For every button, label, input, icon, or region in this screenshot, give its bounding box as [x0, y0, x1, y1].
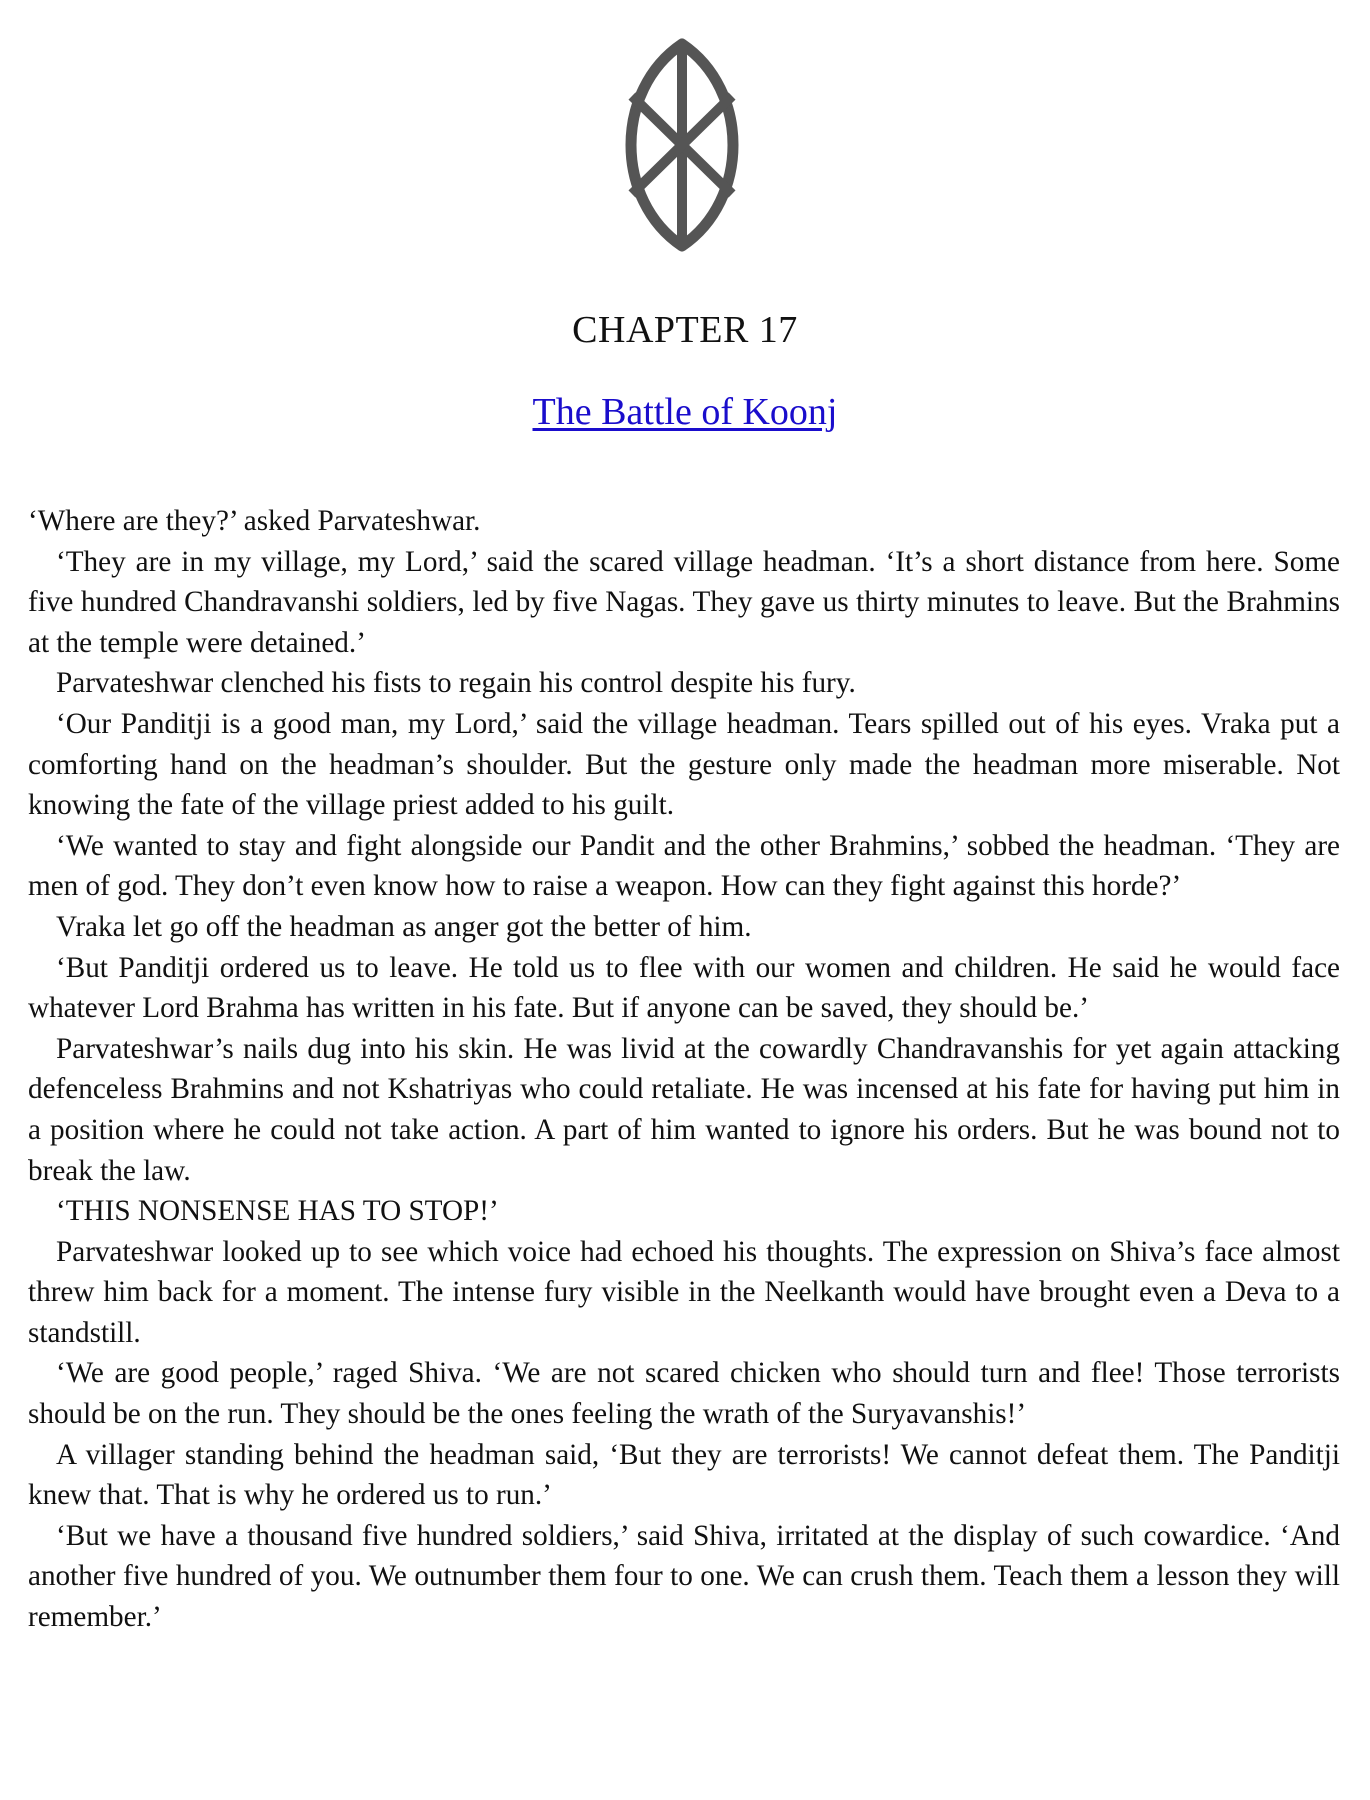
- paragraph: ‘We wanted to stay and fight alongside our Pandit and the other Brahmins,’ sobbed the headman. ‘They are men of god. They don’t even know how to raise a weapon. How can they fight against this horde?’: [28, 829, 1340, 903]
- paragraph: Vraka let go off the headman as anger got the better of him.: [56, 910, 752, 943]
- chapter-number: CHAPTER 17: [572, 309, 798, 351]
- chapter-title-link[interactable]: The Battle of Koonj: [532, 391, 838, 433]
- paragraph: ‘Our Panditji is a good man, my Lord,’ said the village headman. Tears spilled out of his eyes. Vraka put a comforting hand on the headman’s shoulder. But the gesture only made the headman more miserable. Not knowing the fate of the village priest added to his guilt.: [28, 707, 1340, 822]
- paragraph: A villager standing behind the headman said, ‘But they are terrorists! We cannot defeat them. The Panditji knew that. That is why he ordered us to run.’: [28, 1438, 1340, 1512]
- chapter-body: [28, 501, 1340, 1638]
- paragraph: Parvateshwar looked up to see which voice had echoed his thoughts. The expression on Shiva’s face almost threw him back for a moment. The intense fury visible in the Neelkanth would have brought even a Deva to a standstill.: [28, 1235, 1340, 1349]
- paragraph: ‘THIS NONSENSE HAS TO STOP!’: [56, 1195, 499, 1228]
- paragraph: ‘They are in my village, my Lord,’ said the scared village headman. ‘It’s a short distance from here. Some five hundred Chandravanshi soldiers, led by five Nagas. They gave us thirty minutes to leave. But the Brahmins at the temple were detained.’: [28, 545, 1340, 659]
- paragraph: ‘But we have a thousand five hundred soldiers,’ said Shiva, irritated at the display of such cowardice. ‘And another five hundred of you. We outnumber them four to one. We can crush them. Teach them a lesson they will remember.’: [28, 1519, 1340, 1634]
- chapter-title: [0, 390, 1370, 434]
- paragraph: ‘Where are they?’ asked Parvateshwar.: [28, 505, 481, 537]
- wheel-in-leaf-emblem-icon: [608, 38, 756, 252]
- paragraph: ‘But Panditji ordered us to leave. He told us to flee with our women and children. He said he would face whatever Lord Brahma has written in his fate. But if anyone can be saved, they should be.’: [28, 951, 1340, 1025]
- paragraph: Parvateshwar’s nails dug into his skin. He was livid at the cowardly Chandravanshis for yet again attacking defenceless Brahmins and not Kshatriyas who could retaliate. He was incensed at his fate for having put him in a position where he could not take action. A part of him wanted to ignore his orders. But he was bound not to break the law.: [28, 1032, 1340, 1187]
- paragraph: ‘We are good people,’ raged Shiva. ‘We are not scared chicken who should turn and flee! Those terrorists should be on the run. They should be the ones feeling the wrath of the Suryavanshis!’: [28, 1357, 1340, 1431]
- paragraph: Parvateshwar clenched his fists to regain his control despite his fury.: [56, 667, 856, 700]
